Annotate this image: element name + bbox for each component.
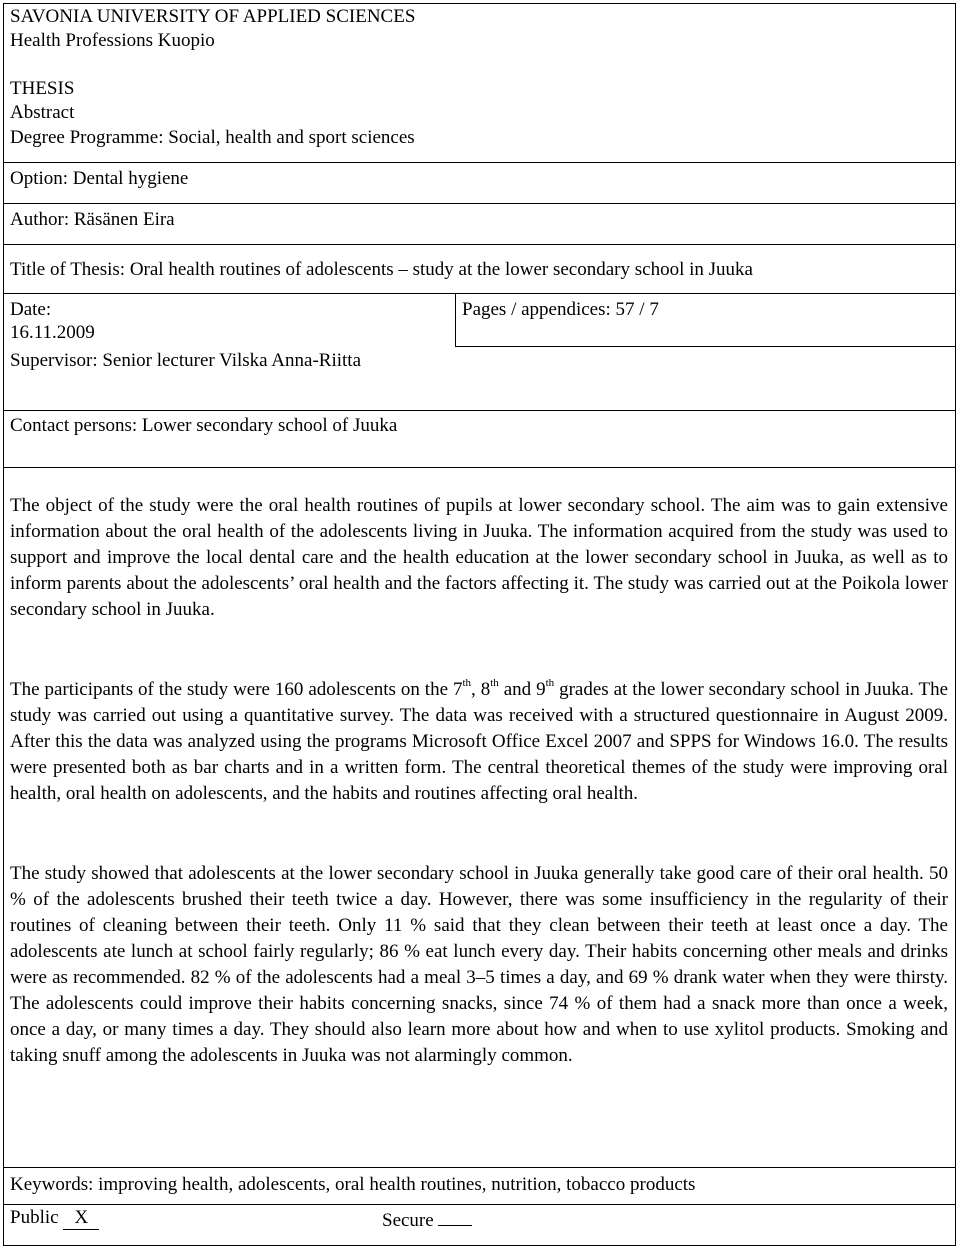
author-field: Author: Räsänen Eira <box>10 209 175 230</box>
thesis-title-field: Title of Thesis: Oral health routines of adolescents – study at the lower secondary school in Juuka <box>10 259 753 280</box>
divider <box>3 1204 956 1205</box>
university-name: SAVONIA UNIVERSITY OF APPLIED SCIENCES <box>10 6 416 27</box>
divider <box>455 346 956 347</box>
secure-option <box>382 1207 472 1232</box>
secure-mark <box>438 1207 472 1226</box>
divider <box>3 203 956 204</box>
divider <box>3 244 956 245</box>
option-field: Option: Dental hygiene <box>10 168 189 189</box>
abstract-paragraph-1: The object of the study were the oral health routines of pupils at lower secondary school. The aim was to gain extensive information about the oral health of the adolescents living in Juuka. The information acquired from the study was used to support and improve the local dental care and the health education at the lower secondary school in Juuka, as well as to inform parents about the adolescents’ oral health and the factors affecting it. The study was carried out at the Poikola lower secondary school in Juuka. <box>10 495 948 620</box>
abstract-paragraph-2: The participants of the study were 160 adolescents on the 7th, 8th and 9th grades at the lower secondary school in Juuka. The study was carried out using a quantitative survey. The data was received with a structured questionnaire in August 2009. After this the data was analyzed using the programs Microsoft Office Excel 2007 and SPPS for Windows 16.0. The results were presented both as bar charts and in a written form. The central theoretical themes of the study were improving oral health, oral health on adolescents, and the habits and routines affecting oral health. <box>10 676 949 804</box>
supervisor-field: Supervisor: Senior lecturer Vilska Anna-Riitta <box>10 350 361 371</box>
public-mark: X <box>63 1207 99 1230</box>
secure-label: Secure <box>382 1210 434 1231</box>
contact-persons-field: Contact persons: Lower secondary school of Juuka <box>10 415 398 436</box>
degree-programme: Degree Programme: Social, health and sport sciences <box>10 127 415 148</box>
keywords-field: Keywords: improving health, adolescents, oral health routines, nutrition, tobacco products <box>10 1174 696 1195</box>
divider <box>3 467 956 468</box>
date-label: Date: <box>10 299 52 320</box>
abstract-paragraph-3: The study showed that adolescents at the lower secondary school in Juuka generally take good care of their oral health. 50 % of the adolescents brushed their teeth twice a day. However, there was some insufficiency in the regularity of their routines of cleaning between their teeth. Only 11 % said that they clean between their teeth at least once a day. The adolescents ate lunch at school fairly regularly; 86 % eat lunch every day. Their habits concerning other meals and drinks were as recommended. 82 % of the adolescents had a meal 3–5 times a day, and 69 % drank water when they were thirsty. The adolescents could improve their habits concerning snacks, since 74 % of them had a snack more than once a week, once a day, or many times a day. They should also learn more about how and when to use xylitol products. Smoking and taking snuff among the adolescents in Juuka was not alarmingly common. <box>10 863 948 1066</box>
pages-field: Pages / appendices: 57 / 7 <box>462 299 659 320</box>
divider <box>3 1167 956 1168</box>
section-title: Abstract <box>10 102 75 123</box>
divider <box>3 162 956 163</box>
divider <box>3 410 956 411</box>
public-label: Public <box>10 1207 59 1228</box>
public-option <box>10 1207 99 1230</box>
document-type: THESIS <box>10 78 75 99</box>
unit-name: Health Professions Kuopio <box>10 30 215 51</box>
divider <box>3 293 956 294</box>
divider <box>455 293 456 346</box>
date-value: 16.11.2009 <box>10 322 95 343</box>
